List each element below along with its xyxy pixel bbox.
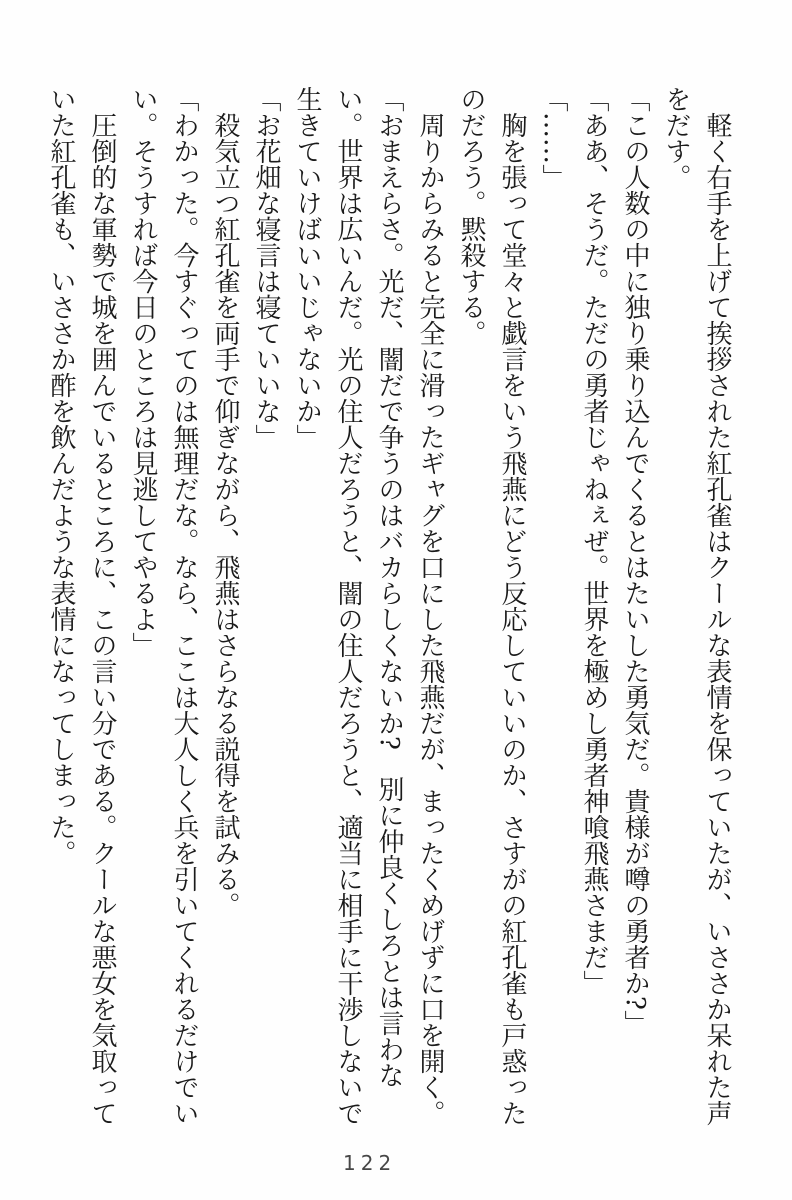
paragraph: 殺気立つ紅孔雀を両手で仰ぎながら、飛燕はさらなる説得を試みる。 (210, 112, 240, 918)
paragraph: 「お花畑な寝言は寝ていいな」 (251, 86, 281, 450)
paragraph: 「わかった。今すぐってのは無理だな。なら、ここは大人しく兵を引いてくれるだけでいい。そうすれば今日のところは見逃してやるよ」 (128, 86, 199, 1126)
text-area (32, 86, 737, 1132)
paragraph: 軽く右手を上げて挨拶された紅孔雀はクールな表情を保っていたが、いささか呆れた声をだす。 (661, 86, 732, 1126)
paragraph: 周りからみると完全に滑ったギャグを口にした飛燕だが、まったくめげずに口を開く。 (415, 112, 445, 1126)
paragraph: 「ああ、そうだ。ただの勇者じゃねぇぜ。世界を極めし勇者神喰飛燕さまだ」 (579, 86, 609, 996)
paragraph: 胸を張って堂々と戯言をいう飛燕にどう反応していいのか、さすがの紅孔雀も戸惑ったのだろう。黙殺する。 (456, 86, 527, 1126)
page-number: 122 (343, 1151, 397, 1175)
paragraph: 「この人数の中に独り乗り込んでくるとはたいした勇気だ。貴様が噂の勇者か?」 (620, 86, 650, 1036)
paragraph: 圧倒的な軍勢で城を囲んでいるところに、この言い分である。クールな悪女を気取っていた紅孔雀も、いささか酢を飲んだような表情になってしまった。 (46, 86, 117, 1126)
paragraph: 「……」 (538, 86, 568, 190)
paragraph: 「おまえらさ。光だ、闇だで争うのはバカらしくないか? 別に仲良くしろとは言わない。世界は広いんだ。光の住人だろうと、闇の住人だろうと、適当に相手に干渉しないで生きていけばいいじゃないか」 (292, 86, 404, 1126)
